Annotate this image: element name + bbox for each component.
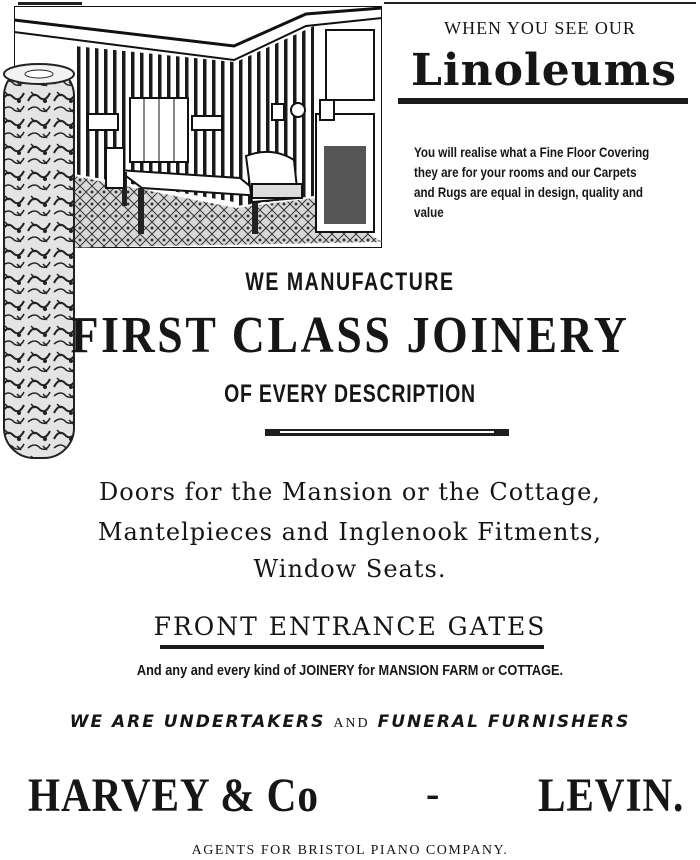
name-separator: -: [426, 771, 440, 816]
every-description-text: OF EVERY DESCRIPTION: [224, 380, 476, 408]
undertakers-line: [0, 712, 700, 732]
when-you-see-our-text: WHEN YOU SEE OUR: [444, 18, 636, 38]
linoleums-underline: [398, 98, 688, 104]
any-kind-of-joinery-text: And any and every kind of JOINERY for MANSION FARM or COTTAGE.: [136, 662, 564, 679]
first-class-joinery-heading: FIRST CLASS JOINERY: [70, 307, 630, 364]
fitment-line-doors: Doors for the Mansion or the Cottage,: [99, 478, 601, 506]
fitment-line-window-seats: Window Seats.: [253, 555, 447, 583]
funeral-furnishers-text: FUNERAL FURNISHERS: [377, 712, 631, 732]
front-entrance-gates-heading: FRONT ENTRANCE GATES: [153, 612, 547, 641]
linoleum-description: You will realise what a Fine Floor Covering they are for your rooms and our Carpets and Rugs are equal in design, quality and value: [414, 145, 650, 220]
we-manufacture-text: WE MANUFACTURE: [245, 268, 455, 296]
top-rule: [18, 2, 82, 5]
linoleums-heading: Linoleums: [410, 45, 678, 96]
fitment-line-mantelpieces: Mantelpieces and Inglenook Fitments,: [97, 518, 603, 546]
undertakers-text: WE ARE UNDERTAKERS: [69, 712, 326, 732]
agents-line: AGENTS FOR BRISTOL PIANO COMPANY.: [191, 843, 509, 858]
ornamental-rule-inner: [280, 431, 494, 433]
gates-underline: [160, 645, 544, 649]
undertakers-and: AND: [333, 716, 370, 731]
town-name: LEVIN.: [538, 769, 685, 822]
top-rule: [384, 2, 696, 4]
company-name: HARVEY & Co: [28, 769, 319, 822]
carpet-roll-illustration: [0, 62, 78, 462]
